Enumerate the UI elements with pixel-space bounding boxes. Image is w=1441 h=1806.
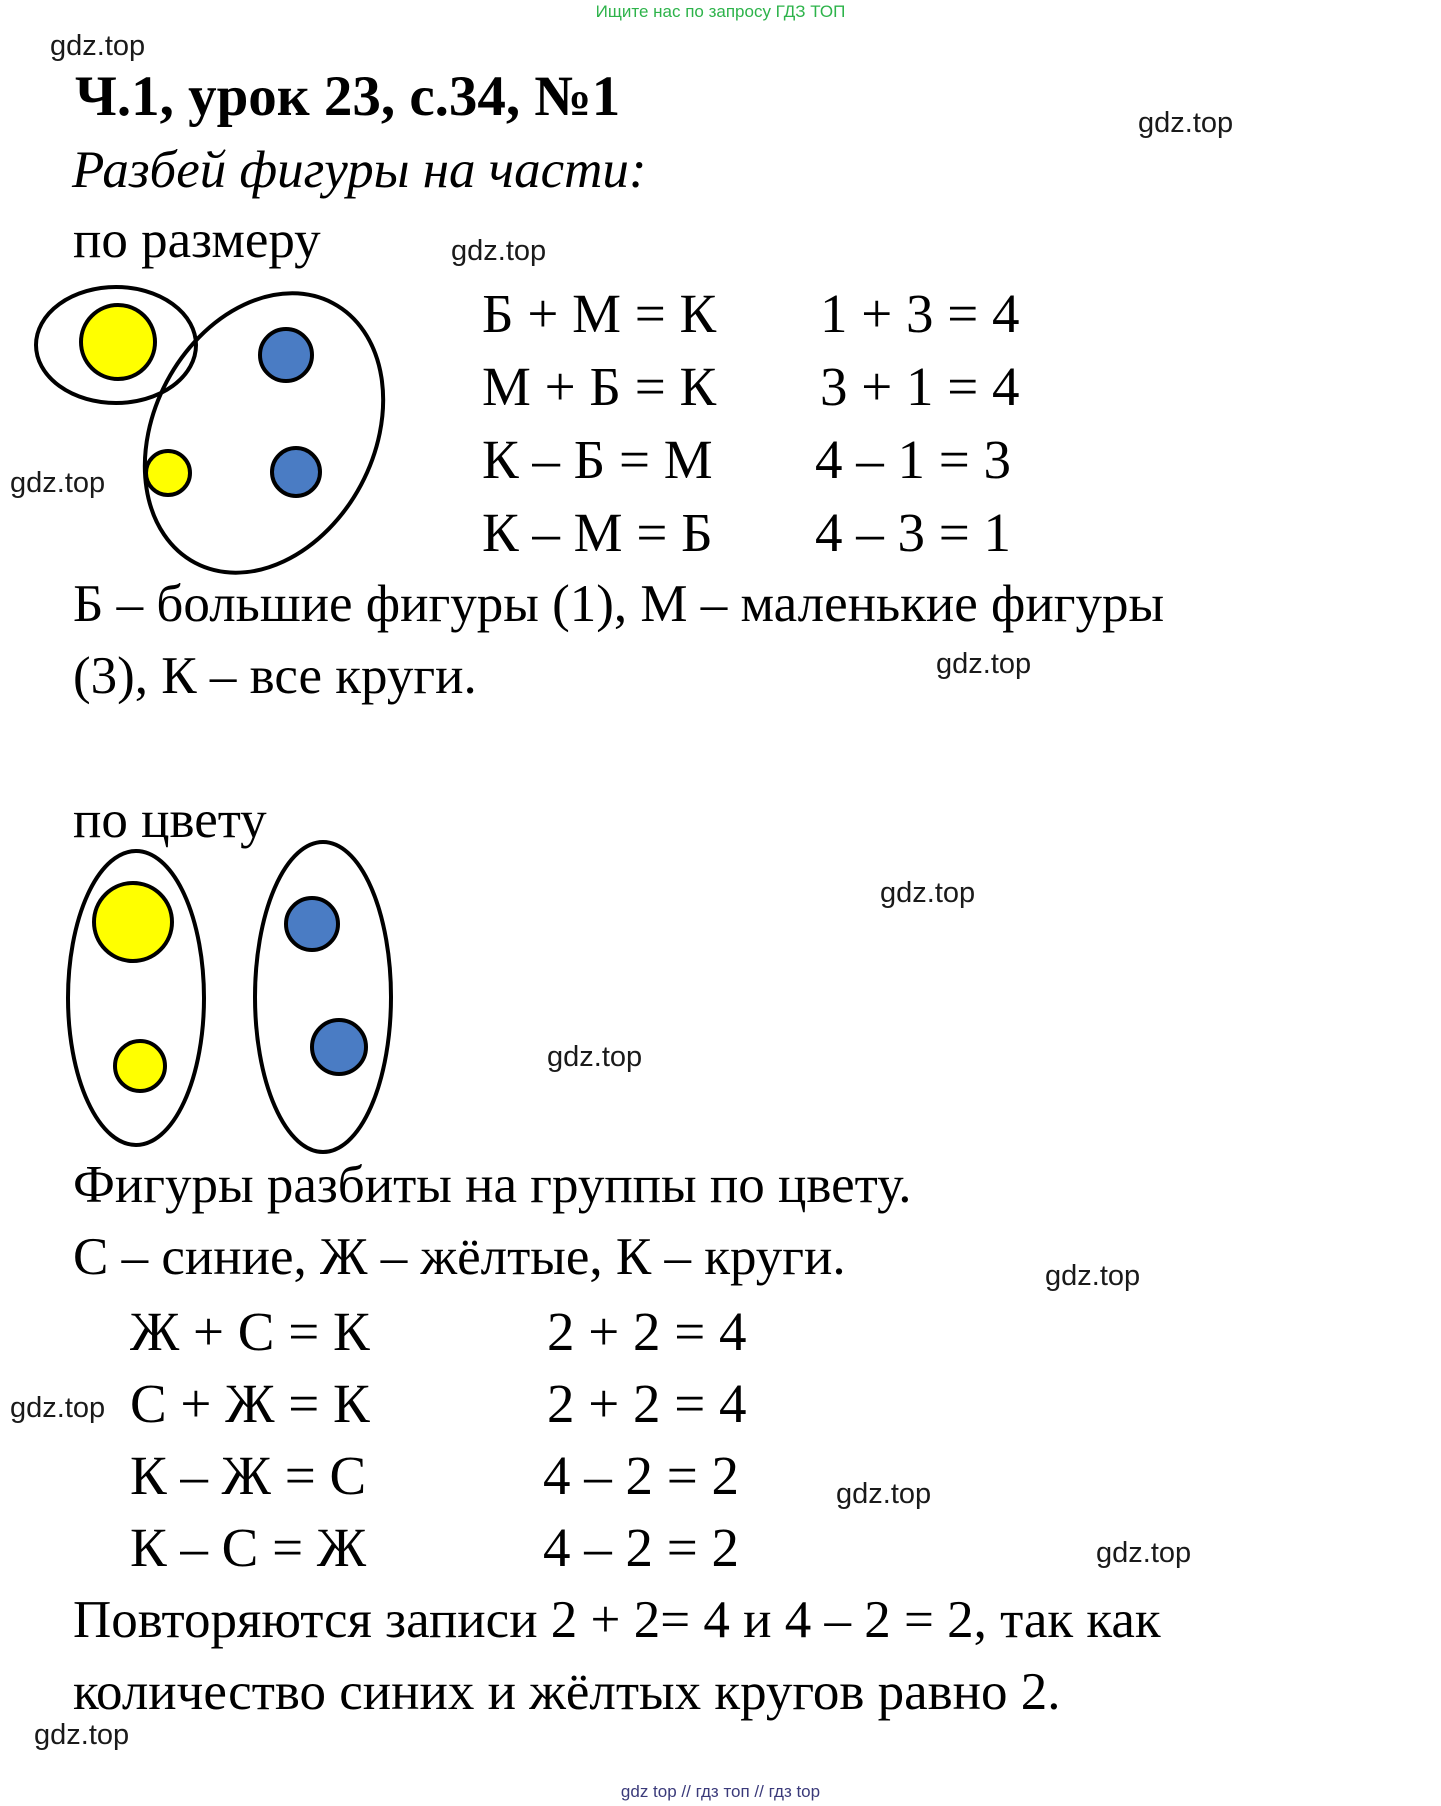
big-yellow-circle — [94, 883, 172, 961]
small-blue-circle — [272, 448, 320, 496]
size-equation-numbers: 1 + 3 = 4 — [820, 283, 1020, 344]
color-equation-letters: Ж + С = К — [130, 1301, 370, 1362]
size-equation-letters: К – М = Б — [482, 502, 713, 563]
color-equation-letters: К – Ж = С — [130, 1445, 367, 1506]
small-blue-circle — [260, 329, 312, 381]
conclusion-text: Повторяются записи 2 + 2= 4 и 4 – 2 = 2, так как — [73, 1591, 1161, 1649]
page-title: Ч.1, урок 23, с.34, №1 — [75, 65, 621, 128]
conclusion-text: количество синих и жёлтых кругов равно 2. — [73, 1663, 1061, 1721]
blue-group-oval — [255, 842, 391, 1152]
watermark: gdz.top — [1138, 107, 1234, 139]
size-equation-numbers: 3 + 1 = 4 — [820, 356, 1020, 417]
color-equation-letters: К – С = Ж — [130, 1517, 367, 1578]
color-section-heading: по цвету — [73, 791, 267, 849]
size-grouping-figure — [0, 270, 420, 590]
watermark: gdz.top — [547, 1041, 643, 1073]
blue-circle — [312, 1020, 366, 1074]
watermark: gdz.top — [34, 1719, 130, 1751]
big-yellow-circle — [81, 305, 155, 379]
color-equation-numbers: 4 – 2 = 2 — [543, 1445, 740, 1506]
task-instruction: Разбей фигуры на части: — [72, 141, 647, 199]
watermark: gdz.top — [10, 467, 106, 499]
size-equation-numbers: 4 – 3 = 1 — [815, 502, 1012, 563]
footer-links[interactable]: gdz top // гдз топ // гдз top — [620, 1782, 821, 1801]
watermark: gdz.top — [1045, 1260, 1141, 1292]
watermark: gdz.top — [50, 30, 146, 62]
watermark: gdz.top — [10, 1392, 106, 1424]
size-equation-letters: Б + М = К — [482, 283, 717, 344]
small-yellow-circle — [115, 1041, 165, 1091]
size-legend: Б – большие фигуры (1), М – маленькие фигуры — [73, 575, 1165, 633]
watermark: gdz.top — [936, 648, 1032, 680]
size-equation-letters: М + Б = К — [482, 356, 717, 417]
watermark: gdz.top — [1096, 1537, 1192, 1569]
size-legend: (3), К – все круги. — [73, 647, 477, 705]
size-equation-letters: К – Б = М — [482, 429, 713, 490]
size-section-heading: по размеру — [73, 211, 321, 269]
watermark: gdz.top — [880, 877, 976, 909]
color-caption: С – синие, Ж – жёлтые, К – круги. — [73, 1228, 846, 1286]
top-banner[interactable]: Ищите нас по запросу ГДЗ ТОП — [595, 2, 846, 21]
color-equation-numbers: 2 + 2 = 4 — [547, 1373, 747, 1434]
color-equation-letters: С + Ж = К — [130, 1373, 370, 1434]
watermark: gdz.top — [836, 1478, 932, 1510]
blue-circle — [286, 898, 338, 950]
color-caption: Фигуры разбиты на группы по цвету. — [73, 1156, 912, 1214]
size-equation-numbers: 4 – 1 = 3 — [815, 429, 1012, 490]
watermark: gdz.top — [451, 235, 547, 267]
color-grouping-figure — [55, 835, 405, 1165]
color-equation-numbers: 4 – 2 = 2 — [543, 1517, 740, 1578]
small-yellow-circle — [146, 451, 190, 495]
color-equation-numbers: 2 + 2 = 4 — [547, 1301, 747, 1362]
